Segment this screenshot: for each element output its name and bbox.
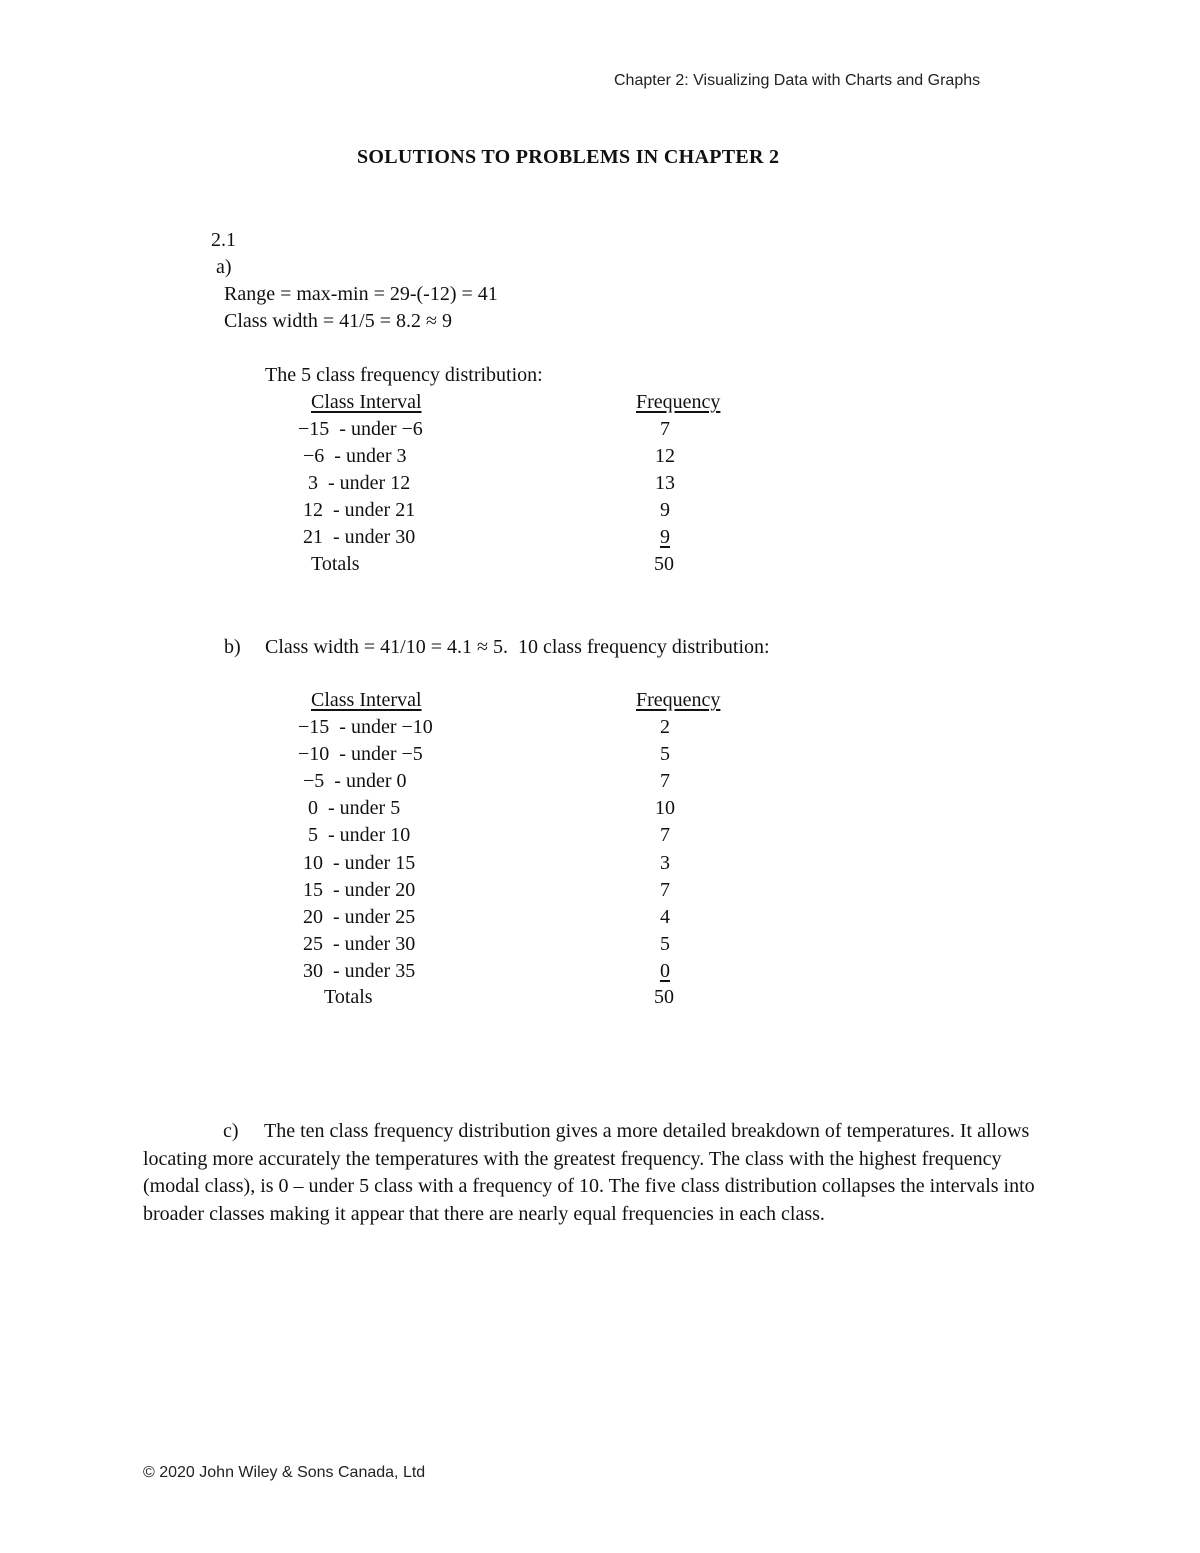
- interval-cell: 30 - under 35: [298, 959, 416, 982]
- table-b-totals-label: Totals: [324, 986, 373, 1008]
- frequency-cell: 9: [660, 499, 670, 521]
- interval-cell: −6 - under 3: [298, 445, 407, 467]
- interval-cell: 15 - under 20: [298, 878, 416, 901]
- table-a-title: The 5 class frequency distribution:: [265, 364, 543, 386]
- frequency-cell: 2: [660, 716, 670, 738]
- interval-cell: 10 - under 15: [298, 851, 416, 874]
- table-b-totals-value: 50: [654, 986, 674, 1008]
- frequency-cell: 5: [660, 743, 670, 766]
- class-width-line: Class width = 41/5 = 8.2 ≈ 9: [224, 310, 452, 332]
- frequency-cell: 12: [655, 445, 675, 467]
- page-title: SOLUTIONS TO PROBLEMS IN CHAPTER 2: [357, 146, 780, 168]
- range-line: Range = max-min = 29-(-12) = 41: [224, 283, 498, 305]
- frequency-cell: 13: [655, 472, 675, 494]
- problem-number: 2.1: [211, 229, 236, 251]
- part-c-text: The ten class frequency distribution gives a more detailed breakdown of temperatures. It allows locating more accurately the temperatures with the greatest frequency. The class with the highest frequency (modal class), is 0 – under 5 class with a frequency of 10. The five class distribution collapses the intervals into broader classes making it appear that there are nearly equal frequencies in each class.: [143, 1120, 1035, 1225]
- interval-cell: −5 - under 0: [298, 770, 407, 793]
- frequency-cell: 0: [660, 959, 670, 982]
- table-b-header-interval: Class Interval: [311, 689, 422, 711]
- frequency-cell: 7: [660, 418, 670, 440]
- frequency-cell: 5: [660, 932, 670, 955]
- interval-cell: −10 - under −5: [298, 743, 423, 766]
- copyright-footer: © 2020 John Wiley & Sons Canada, Ltd: [143, 1464, 426, 1481]
- table-a-header-interval: Class Interval: [311, 391, 422, 413]
- frequency-cell: 7: [660, 878, 670, 901]
- table-a-totals-value: 50: [654, 553, 674, 575]
- running-header: Chapter 2: Visualizing Data with Charts and Graphs: [614, 72, 981, 89]
- interval-cell: 21 - under 30: [298, 526, 416, 548]
- frequency-cell: 4: [660, 905, 670, 928]
- interval-cell: −15 - under −6: [298, 418, 423, 440]
- frequency-cell: 7: [660, 770, 670, 793]
- interval-cell: 12 - under 21: [298, 499, 416, 521]
- table-a-header-frequency: Frequency: [636, 391, 721, 413]
- frequency-cell: 10: [655, 797, 675, 820]
- interval-cell: 5 - under 10: [298, 824, 411, 847]
- part-c-paragraph: [143, 1118, 1063, 1228]
- interval-cell: 0 - under 5: [298, 797, 401, 820]
- part-b-text: Class width = 41/10 = 4.1 ≈ 5. 10 class frequency distribution:: [265, 636, 770, 658]
- frequency-cell: 9: [660, 526, 670, 548]
- part-c-label: c): [223, 1120, 239, 1142]
- part-b-label: b): [224, 636, 241, 658]
- interval-cell: 25 - under 30: [298, 932, 416, 955]
- table-a-totals-label: Totals: [311, 553, 360, 575]
- interval-cell: −15 - under −10: [298, 716, 433, 738]
- frequency-cell: 3: [660, 851, 670, 874]
- frequency-cell: 7: [660, 824, 670, 847]
- table-b-header-frequency: Frequency: [636, 689, 721, 711]
- part-a-label: a): [216, 256, 232, 278]
- interval-cell: 20 - under 25: [298, 905, 416, 928]
- interval-cell: 3 - under 12: [298, 472, 411, 494]
